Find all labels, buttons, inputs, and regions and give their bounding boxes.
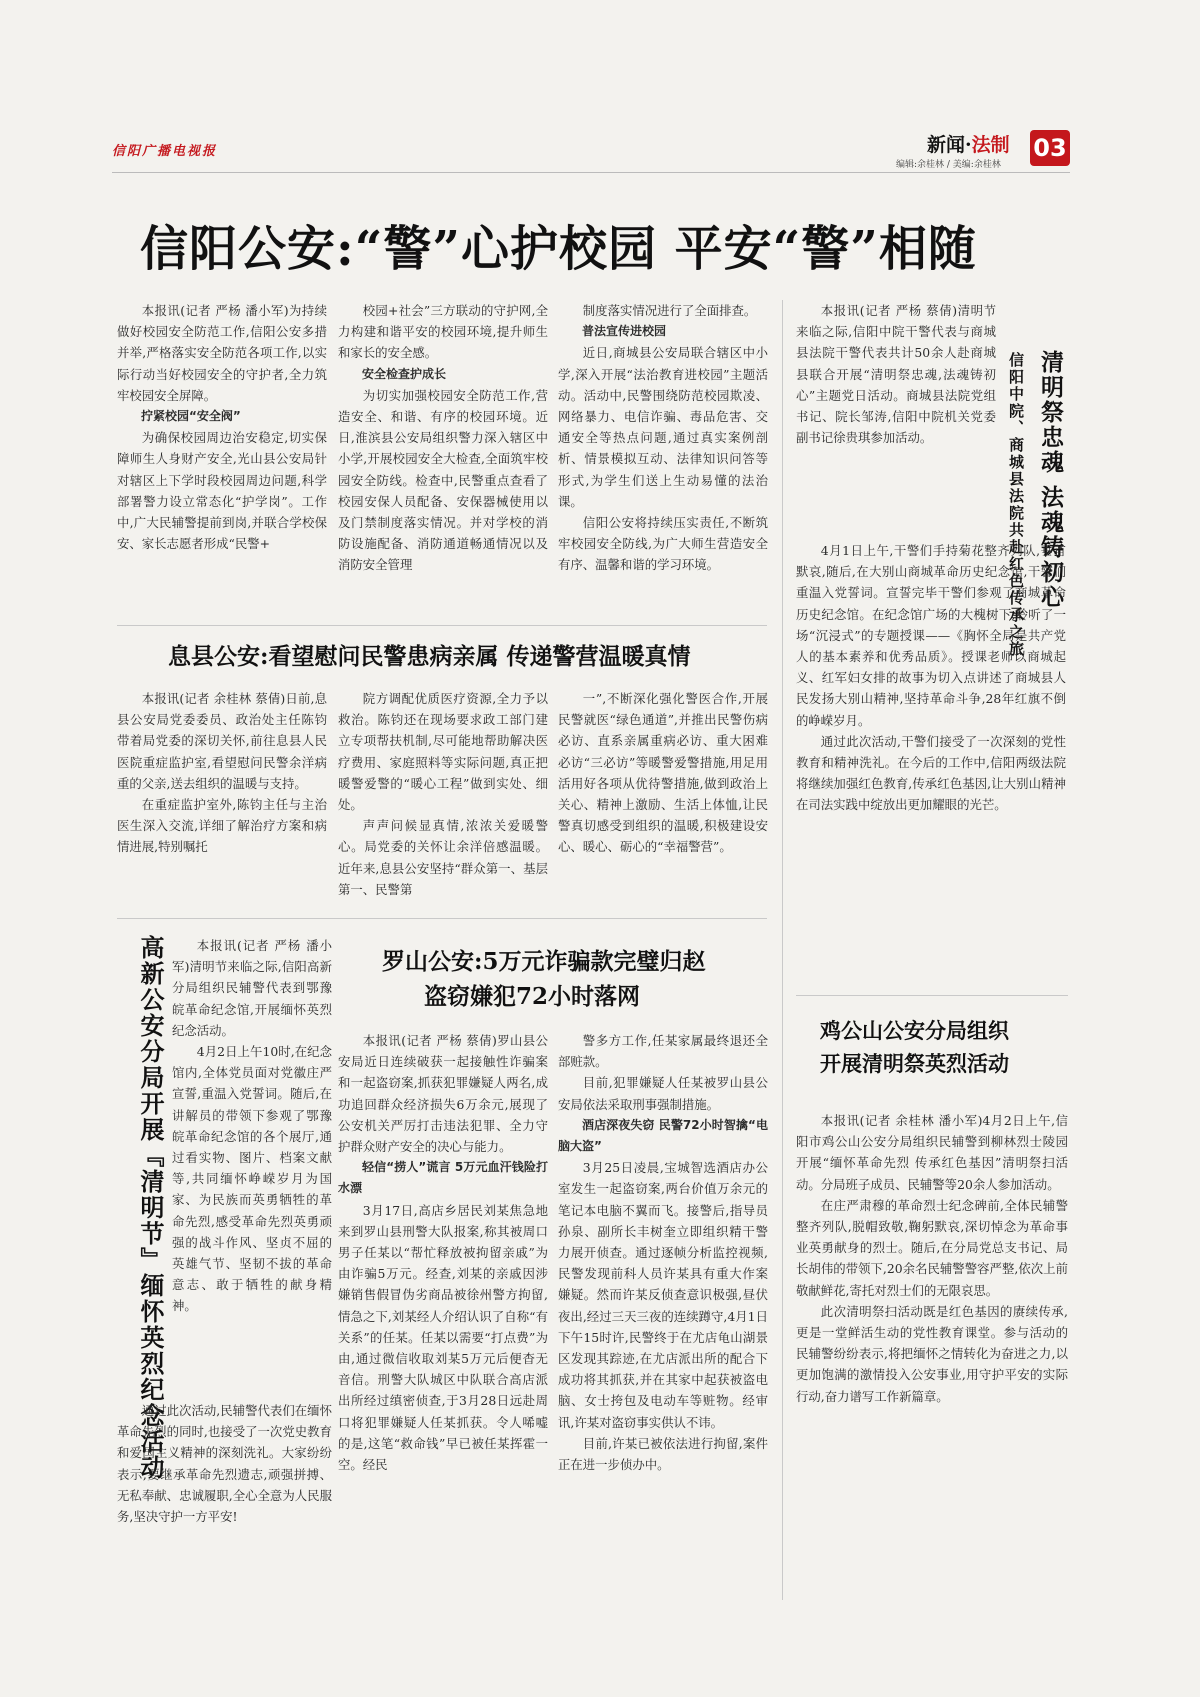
- article5-col1: [338, 1030, 548, 1475]
- article1-col3: [558, 300, 768, 576]
- paragraph: 本报讯(记者 严杨 蔡倩)罗山县公安局近日连续破获一起接触性诈骗案和一起盗窃案,抓获犯罪嫌疑人两名,成功追回群众经济损失6万余元,展现了公安机关严厉打击违法犯罪、全力守护群众财产安全的决心与能力。: [338, 1033, 548, 1155]
- page-number-badge: 03: [1030, 130, 1070, 166]
- paragraph: 近日,商城县公安局联合辖区中小学,深入开展“法治教育进校园”主题活动。活动中,民警围绕防范校园欺凌、网络暴力、电信诈骗、毒品危害、交通安全等热点问题,通过真实案例剖析、情景模拟互动、法律知识问答等形式,为学生们送上生动易懂的法治课。: [558, 345, 768, 509]
- article5-col2: [558, 1030, 768, 1475]
- divider: [117, 625, 767, 626]
- header-rule: [112, 172, 1070, 173]
- paragraph: 制度落实情况进行了全面排查。: [582, 303, 757, 318]
- paragraph: 4月2日上午10时,在纪念馆内,全体党员面对党徽庄严宣誓,重温入党誓词。随后,在讲解员的带领下参观了鄂豫皖革命纪念馆的各个展厅,通过看实物、图片、档案文献等,共同缅怀峥嵘岁月为国家、为民族而英勇牺牲的革命先烈,感受革命先烈英勇顽强的战斗作风、坚贞不屈的英雄气节、坚韧不拔的革命意志、敢于牺牲的献身精神。: [172, 1044, 332, 1314]
- article3-body-top: [796, 300, 996, 448]
- article5-headline-line2: 盗窃嫌犯72小时落网: [424, 983, 641, 1010]
- editors-credit: 编辑:余桂林 / 美编:余桂林: [896, 160, 1001, 170]
- article6-headline-line1: 鸡公山公安分局组织: [820, 1018, 1009, 1043]
- subheading: 酒店深夜失窃 民警72小时智擒“电脑大盗”: [558, 1117, 768, 1154]
- article2-col2: [338, 688, 548, 900]
- paragraph: 此次清明祭扫活动既是红色基因的赓续传承,更是一堂鲜活生动的党性教育课堂。参与活动的民辅警纷纷表示,将把缅怀之情转化为奋进之力,以更加饱满的激情投入公安事业,用守护平安的实际行动,奋力谱写工作新篇章。: [796, 1303, 1068, 1404]
- article5-headline-line1: 罗山公安:5万元诈骗款完璧归赵: [382, 948, 706, 975]
- paragraph: 通过此次活动,民辅警代表们在缅怀革命先烈的同时,也接受了一次党史教育和爱国主义精神的深刻洗礼。大家纷纷表示,要继承革命先烈遗志,顽强拼搏、无私奉献、忠诚履职,全心全意为人民服务,坚决守护一方平安!: [117, 1403, 332, 1525]
- paragraph: 本报讯(记者 余桂林 蔡倩)日前,息县公安局党委委员、政治处主任陈钧带着局党委的深切关怀,前往息县人民医院重症监护室,看望慰问民警余洋病重的父亲,送去组织的温暖与支持。: [117, 691, 327, 791]
- divider: [117, 918, 767, 919]
- article3-body: [796, 540, 1066, 816]
- paragraph: 校园+社会”三方联动的守护网,全力构建和谐平安的校园环境,提升师生和家长的安全感。: [338, 303, 548, 361]
- paragraph: 3月25日凌晨,宝城智选酒店办公室发生一起盗窃案,两台价值万余元的笔记本电脑不翼而飞。接警后,指导员孙泉、副所长丰树奎立即组织精干警力展开侦查。通过逐帧分析监控视频,民警发现前科人员许某具有重大作案嫌疑。然而许某反侦查意识极强,昼伏夜出,经过三天三夜的连续蹲守,4月1日下午15时许,民警终于在尤店龟山湖景区发现其踪迹,在尤店派出所的配合下成功将其抓获,并在其家中起获被盗电脑、女士挎包及电动车等赃物。经审讯,许某对盗窃事实供认不讳。: [558, 1160, 768, 1430]
- paragraph: 4月1日上午,干警们手持菊花整齐列队,垂首默哀,随后,在大别山商城革命历史纪念馆,干警们重温入党誓词。宣誓完毕干警们参观了商城革命历史纪念馆。在纪念馆广场的大槐树下,聆听了一场“沉浸式”的专题授课——《胸怀全局是共产党人的基本素养和优秀品质》。授课老师以商城起义、红军妇女排的故事为切入点讲述了商城县人民发扬大别山精神,坚持革命斗争,28年红旗不倒的峥嵘岁月。: [796, 543, 1066, 728]
- article2-headline: 息县公安:看望慰问民警患病亲属 传递警营温暖真情: [168, 643, 691, 670]
- article2-col3: [558, 688, 768, 858]
- paragraph: 目前,许某已被依法进行拘留,案件正在进一步侦办中。: [558, 1435, 768, 1473]
- main-headline: 信阳公安:“警”心护校园 平安“警”相随: [140, 221, 977, 277]
- paragraph: 本报讯(记者 严杨 潘小军)为持续做好校园安全防范工作,信阳公安多措并举,严格落实安全防范各项工作,以实际行动当好校园安全的守护者,全力筑牢校园安全屏障。: [117, 303, 327, 403]
- article1-col2: [338, 300, 548, 576]
- subheading: 安全检查护成长: [362, 366, 447, 381]
- article4-body-bottom: [117, 1400, 332, 1527]
- article6-body: [796, 1110, 1068, 1407]
- paragraph: 本报讯(记者 严杨 蔡倩)清明节来临之际,信阳中院干警代表与商城县法院干警代表共计50余人赴商城县联合开展“清明祭忠魂,法魂铸初心”主题党日活动。商城县法院党组书记、院长邹涛,信阳中院机关党委副书记徐贵琪参加活动。: [796, 303, 996, 446]
- subheading: 拧紧校园“安全阀”: [141, 409, 241, 424]
- article3-headline: 清明祭忠魂 法魂铸初心: [1037, 350, 1064, 611]
- section-title: 新闻·法制: [927, 134, 1010, 156]
- paragraph: 在庄严肃穆的革命烈士纪念碑前,全体民辅警整齐列队,脱帽致敬,鞠躬默哀,深切悼念为革命事业英勇献身的烈士。随后,在分局党总支书记、局长胡伟的带领下,20余名民辅警警容严整,依次上前敬献鲜花,寄托对烈士们的无限哀思。: [796, 1197, 1068, 1298]
- divider: [796, 995, 1068, 996]
- article4-headline: 高新公安分局开展『清明节』缅怀英烈纪念活动: [136, 935, 165, 1481]
- paragraph: 通过此次活动,干警们接受了一次深刻的党性教育和精神洗礼。在今后的工作中,信阳两级法院将继续加强红色教育,传承红色基因,让大别山精神在司法实践中绽放出更加耀眼的光芒。: [796, 733, 1066, 813]
- subheading: 普法宣传进校园: [582, 324, 667, 339]
- article2-col1: [117, 688, 327, 858]
- paragraph: 警多方工作,任某家属最终退还全部赃款。: [558, 1033, 768, 1070]
- article1-col1: [117, 300, 327, 554]
- paragraph: 声声问候显真情,浓浓关爱暖警心。局党委的关怀让余洋倍感温暖。近年来,息县公安坚持“群众第一、基层第一、民警第: [338, 818, 548, 897]
- article3-subhead: 信阳中院、商城县法院共赴红色传承之旅: [1007, 352, 1025, 658]
- paragraph: 目前,犯罪嫌疑人任某被罗山县公安局依法采取刑事强制措施。: [558, 1075, 768, 1112]
- subheading: 轻信“捞人”谎言 5万元血汗钱险打水漂: [338, 1160, 548, 1196]
- paragraph: 本报讯(记者 余桂林 潘小军)4月2日上午,信阳市鸡公山公安分局组织民辅警到柳林烈士陵园开展“缅怀革命先烈 传承红色基因”清明祭扫活动。分局班子成员、民辅警等20余人参加活动。: [796, 1113, 1068, 1192]
- newspaper-name: 信阳广播电视报: [112, 144, 218, 159]
- article4-body-top: [172, 935, 332, 1317]
- paragraph: 3月17日,高店乡居民刘某焦急地来到罗山县刑警大队报案,称其被周口男子任某以“帮忙释放被拘留亲戚”为由诈骗5万元。经查,刘某的亲戚因涉嫌销售假冒伪劣商品被徐州警方拘留,情急之下,刘某经人介绍认识了自称“有关系”的任某。任某以需要“打点费”为由,通过微信收取刘某5万元后便杳无音信。刑警大队城区中队联合高店派出所经过缜密侦查,于3月28日远赴周口将犯罪嫌疑人任某抓获。令人唏嘘的是,这笔“救命钱”早已被任某挥霍一空。经民: [338, 1202, 548, 1473]
- paragraph: 本报讯(记者 严杨 潘小军)清明节来临之际,信阳高新分局组织民辅警代表到鄂豫皖革命纪念馆,开展缅怀英烈纪念活动。: [172, 938, 332, 1038]
- paragraph: 信阳公安将持续压实责任,不断筑牢校园安全防线,为广大师生营造安全有序、温馨和谐的学习环境。: [558, 515, 768, 573]
- paragraph: 为确保校园周边治安稳定,切实保障师生人身财产安全,光山县公安局针对辖区上下学时段校园周边问题,科学部署警力设立常态化“护学岗”。工作中,广大民辅警提前到岗,并联合学校保安、家长志愿者形成“民警+: [117, 430, 327, 552]
- column-divider: [782, 300, 783, 1600]
- paragraph: 院方调配优质医疗资源,全力予以救治。陈钧还在现场要求政工部门建立专项帮扶机制,尽可能地帮助解决医疗费用、家庭照料等实际问题,真正把暖警爱警的“暖心工程”做到实处、细处。: [338, 691, 548, 813]
- paragraph: 为切实加强校园安全防范工作,营造安全、和谐、有序的校园环境。近日,淮滨县公安局组织警力深入辖区中小学,开展校园安全大检查,全面筑牢校园安全防线。检查中,民警重点查看了校园安保人员配备、安保器械使用以及门禁制度落实情况。并对学校的消防设施配备、消防通道畅通情况以及消防安全管理: [338, 387, 548, 573]
- paragraph: 一”,不断深化强化警医合作,开展民警就医“绿色通道”,并推出民警伤病必访、直系亲属重病必访、重大困难必访“三必访”等暖警爱警措施,用足用活用好各项从优待警措施,做到政治上关心、精神上激励、生活上体恤,让民警真切感受到组织的温暖,积极建设安心、暖心、砺心的“幸福警营”。: [558, 691, 768, 855]
- paragraph: 在重症监护室外,陈钧主任与主治医生深入交流,详细了解治疗方案和病情进展,特别嘱托: [117, 797, 327, 855]
- article6-headline-line2: 开展清明祭英烈活动: [820, 1051, 1009, 1076]
